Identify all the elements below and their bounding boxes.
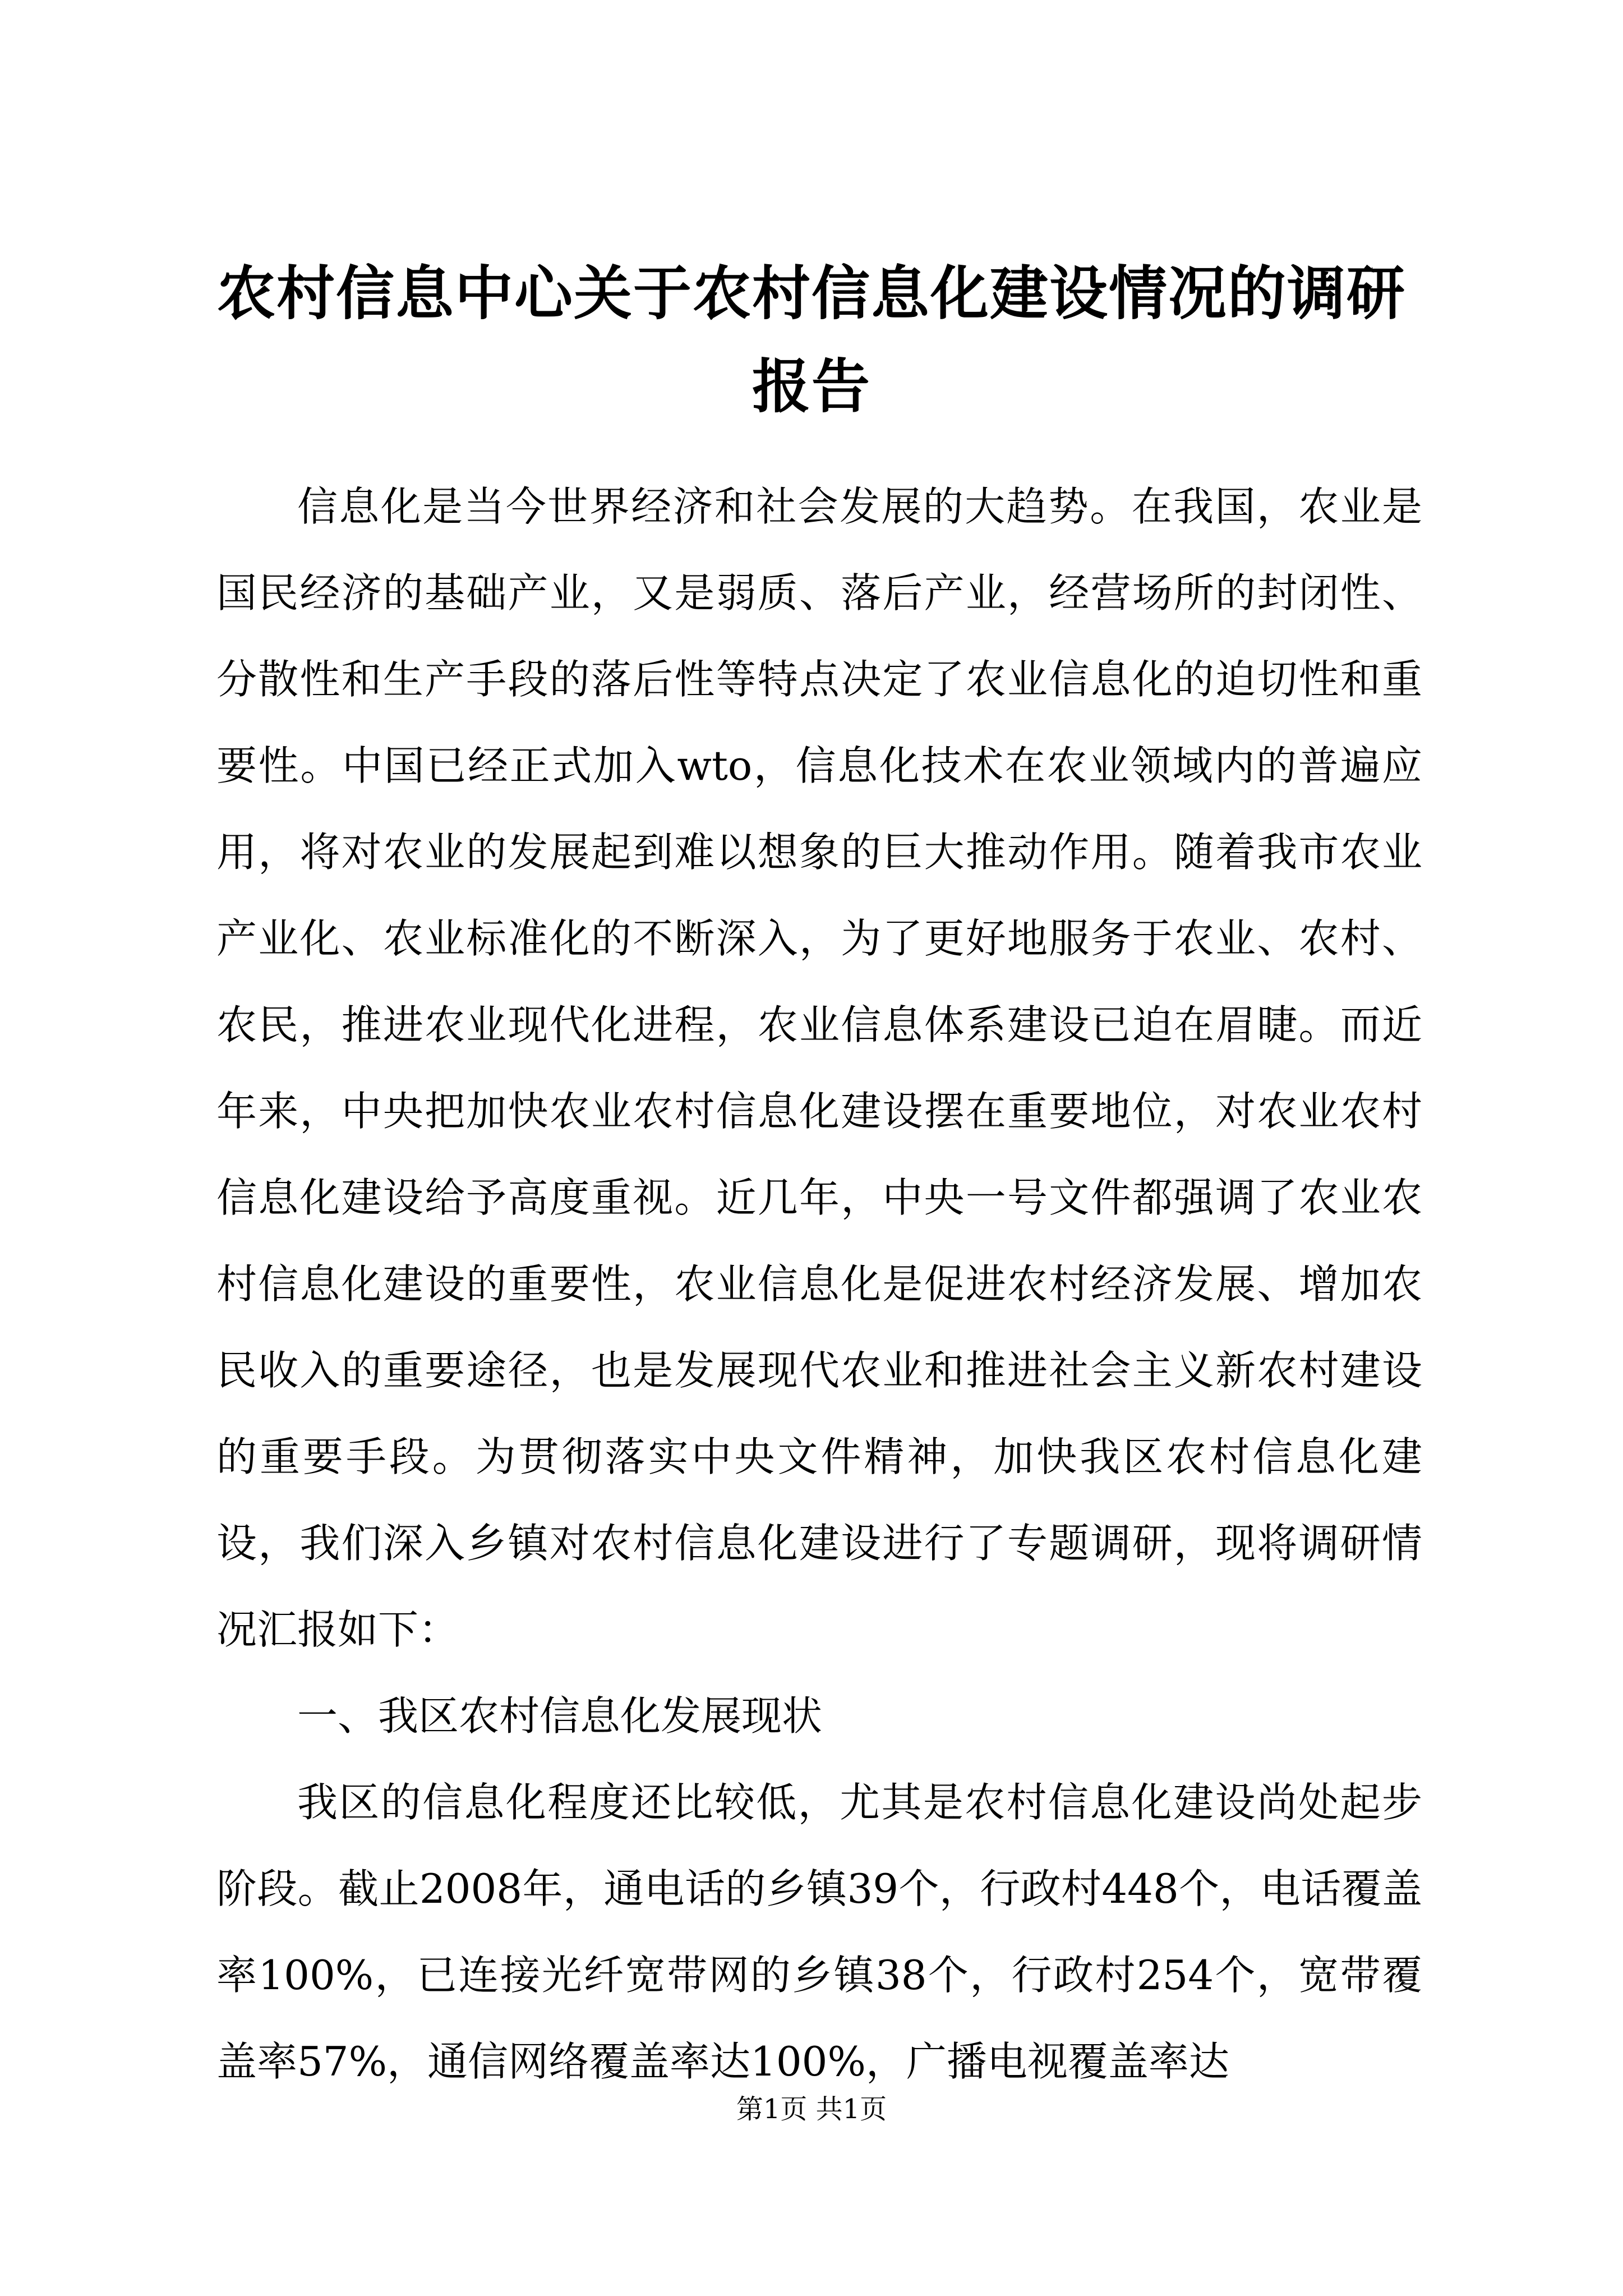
document-title: 农村信息中心关于农村信息化建设情况的调研报告 <box>216 259 1406 421</box>
paragraph-status: 我区的信息化程度还比较低，尤其是农村信息化建设尚处起步阶段。截止2008年，通电话的乡镇39个，行政村448个，电话覆盖率100%，已连接光纤宽带网的乡镇38个，行政村254个，宽带覆盖率57%，通信网络覆盖率达100%，广播电视覆盖率达 <box>216 1779 1422 2085</box>
document-body <box>216 463 1422 2105</box>
section-heading: 一、我区农村信息化发展现状 <box>297 1692 823 1740</box>
paragraph-intro: 信息化是当今世界经济和社会发展的大趋势。在我国，农业是国民经济的基础产业，又是弱质、落后产业，经营场所的封闭性、分散性和生产手段的落后性等特点决定了农业信息化的迫切性和重要性。中国已经正式加入wto，信息化技术在农业领域内的普遍应用，将对农业的发展起到难以想象的巨大推动作用。随着我市农业产业化、农业标准化的不断深入，为了更好地服务于农业、农村、农民，推进农业现代化进程，农业信息体系建设已迫在眉睫。而近年来，中央把加快农业农村信息化建设摆在重要地位，对农业农村信息化建设给予高度重视。近几年，中央一号文件都强调了农业农村信息化建设的重要性，农业信息化是促进农村经济发展、增加农民收入的重要途径，也是发展现代农业和推进社会主义新农村建设的重要手段。为贯彻落实中央文件精神，加快我区农村信息化建设，我们深入乡镇对农村信息化建设进行了专题调研，现将调研情况汇报如下： <box>216 483 1422 1653</box>
page-footer: 第1页 共1页 <box>736 2093 887 2125</box>
